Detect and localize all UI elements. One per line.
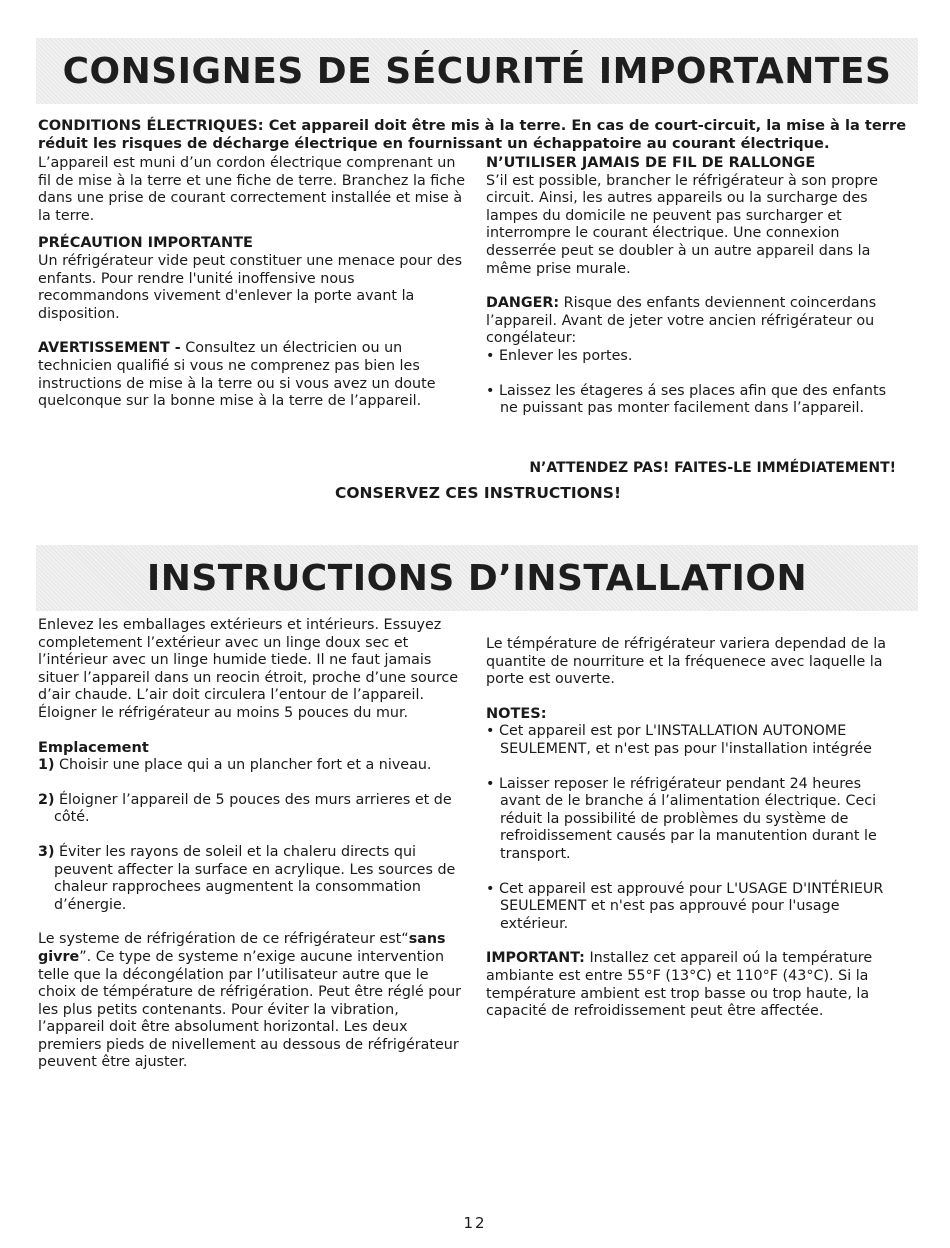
precaution-paragraph: Un réfrigérateur vide peut constituer une menace pour des enfants. Pour rendre l'unité inoffensive nous recommandons vivement d'enlever la porte avant la disposition. [38, 252, 463, 322]
danger-bullet-doors: • Enlever les portes. [486, 347, 633, 364]
location-item-number: 3) [38, 843, 55, 860]
location-heading: Emplacement [38, 739, 149, 756]
location-item-text: Éloigner l’appareil de 5 pouces des murs arrieres et de côté. [54, 791, 452, 826]
install-left-column [38, 617, 466, 1072]
warning-text: Consultez un électricien ou un technicien qualifié si vous ne comprenez pas bien les instructions de mise à la terre ou si vous avez un doute quelconque sur la bonne mise à la terre de l’appareil. [38, 340, 436, 410]
location-item [38, 792, 466, 827]
install-right-column [486, 636, 904, 1021]
precaution-heading: PRÉCAUTION IMPORTANTE [38, 235, 253, 252]
notes-heading: NOTES: [486, 705, 547, 722]
note-indoor-use: • Cet appareil est approuvé pour L'USAGE D'INTÉRIEUR SEULEMENT et n'est pas approuvé pour l'usage extérieur. [486, 880, 884, 932]
important-paragraph [486, 950, 904, 1020]
refrigeration-system-paragraph [38, 931, 466, 1072]
safety-banner [36, 38, 918, 104]
note-rest-24h: • Laisser reposer le réfrigérateur pendant 24 heures avant de le branche á l’alimentation électrique. Ceci réduit la possibilité de problèmes du système de refroidissement causés par la manutention durant le transport. [486, 775, 877, 862]
note-freestanding: • Cet appareil est por L'INSTALLATION AUTONOME SEULEMENT, et n'est pas pour l'installation intégrée [486, 723, 872, 757]
extension-cord-heading: N’UTILISER JAMAIS DE FIL DE RALLONGE [486, 155, 816, 171]
grounding-paragraph: L’appareil est muni d’un cordon électrique comprenant un fil de mise à la terre et une fiche de terre. Branchez la fiche dans une prise de courant correctement installée et mise à la terre. [38, 155, 465, 224]
safety-title: CONSIGNES DE SÉCURITÉ IMPORTANTES [62, 50, 892, 92]
electrical-conditions-intro: CONDITIONS ÉLECTRIQUES: Cet appareil doit être mis à la terre. En cas de court-circuit, la mise à la terre réduit les risques de décharge électrique en fournissant un échappatoire au courant électrique. [38, 117, 907, 152]
safety-left-column [38, 155, 468, 411]
temperature-paragraph: Le témpérature de réfrigérateur variera dependad de la quantite de nourriture et la fréquenece avec laquelle la porte est ouverte. [486, 636, 886, 688]
location-item-number: 2) [38, 791, 55, 808]
location-item-number: 1) [38, 757, 55, 774]
danger-paragraph [486, 295, 904, 348]
warning-paragraph [38, 340, 468, 410]
danger-bullet-shelves: • Laissez les étageres á ses places afin que des enfants ne puissant pas monter facilement dans l’appareil. [486, 382, 887, 417]
location-item-text: Choisir une place qui a un plancher fort et a niveau. [54, 757, 432, 774]
location-item [38, 844, 466, 914]
refrigeration-text-a: Le systeme de réfrigération de ce réfrigérateur est“ [38, 931, 409, 948]
important-label: IMPORTANT: [486, 950, 585, 967]
extension-cord-paragraph: S’il est possible, brancher le réfrigérateur à son propre circuit. Ainsi, les autres appareils ou la surcharge des lampes du domicile ne peuvent pas surcharger et interrompre le courant électrique. Une connexion desserrée peut se doubler à un autre appareil dans la même prise murale. [486, 172, 878, 277]
danger-label: DANGER: [486, 295, 560, 312]
install-banner [36, 545, 918, 611]
location-item [38, 757, 466, 775]
important-text: Installez cet appareil oú la température ambiante est entre 55°F (13°C) et 110°F (43°C). Si la température ambient est trop basse ou trop haute, la capacité de refroidissement peut être affectée. [486, 950, 873, 1020]
unpacking-paragraph: Enlevez les emballages extérieurs et intérieurs. Essuyez completement l’extérieur avec un linge doux sec et l’intérieur avec un linge humide tiede. Il ne faut jamais situer l’appareil dans un reocin étroit, proche d’une source d’air chaude. L’air doit circulera l’entour de l’appareil. Éloigner le réfrigérateur au moins 5 pouces du mur. [38, 617, 459, 721]
warning-label: AVERTISSEMENT - [38, 340, 181, 357]
page-number: 12 [463, 1214, 487, 1232]
refrigeration-text-b: ”. Ce type de systeme n’exige aucune intervention telle que la décongélation par l’utilisateur autre que le choix de témpérature de réfrigération. Peut être réglé pour les plus petits contenants. Pour éviter la vibration, l’appareil doit être absolument horizontal. Les deux premiers pieds de nivellement au dessous de réfrigérateur peuvent être ajuster. [38, 948, 462, 1071]
keep-instructions-notice: CONSERVEZ CES INSTRUCTIONS! [334, 484, 622, 502]
frost-free-label: sans givre [38, 931, 446, 965]
safety-right-column [486, 155, 904, 418]
danger-text: Risque des enfants deviennent coincerdans l’appareil. Avant de jeter votre ancien réfrigérateur ou congélateur: [486, 295, 877, 347]
install-title: INSTRUCTIONS D’INSTALLATION [146, 557, 808, 599]
act-now-notice: N’ATTENDEZ PAS! FAITES-LE IMMÉDIATEMENT! [529, 460, 896, 476]
location-item-text: Éviter les rayons de soleil et la chaleru directs qui peuvent affecter la surface en acrylique. Les sources de chaleur rapprochees augmentent la consommation d’énergie. [54, 843, 456, 913]
